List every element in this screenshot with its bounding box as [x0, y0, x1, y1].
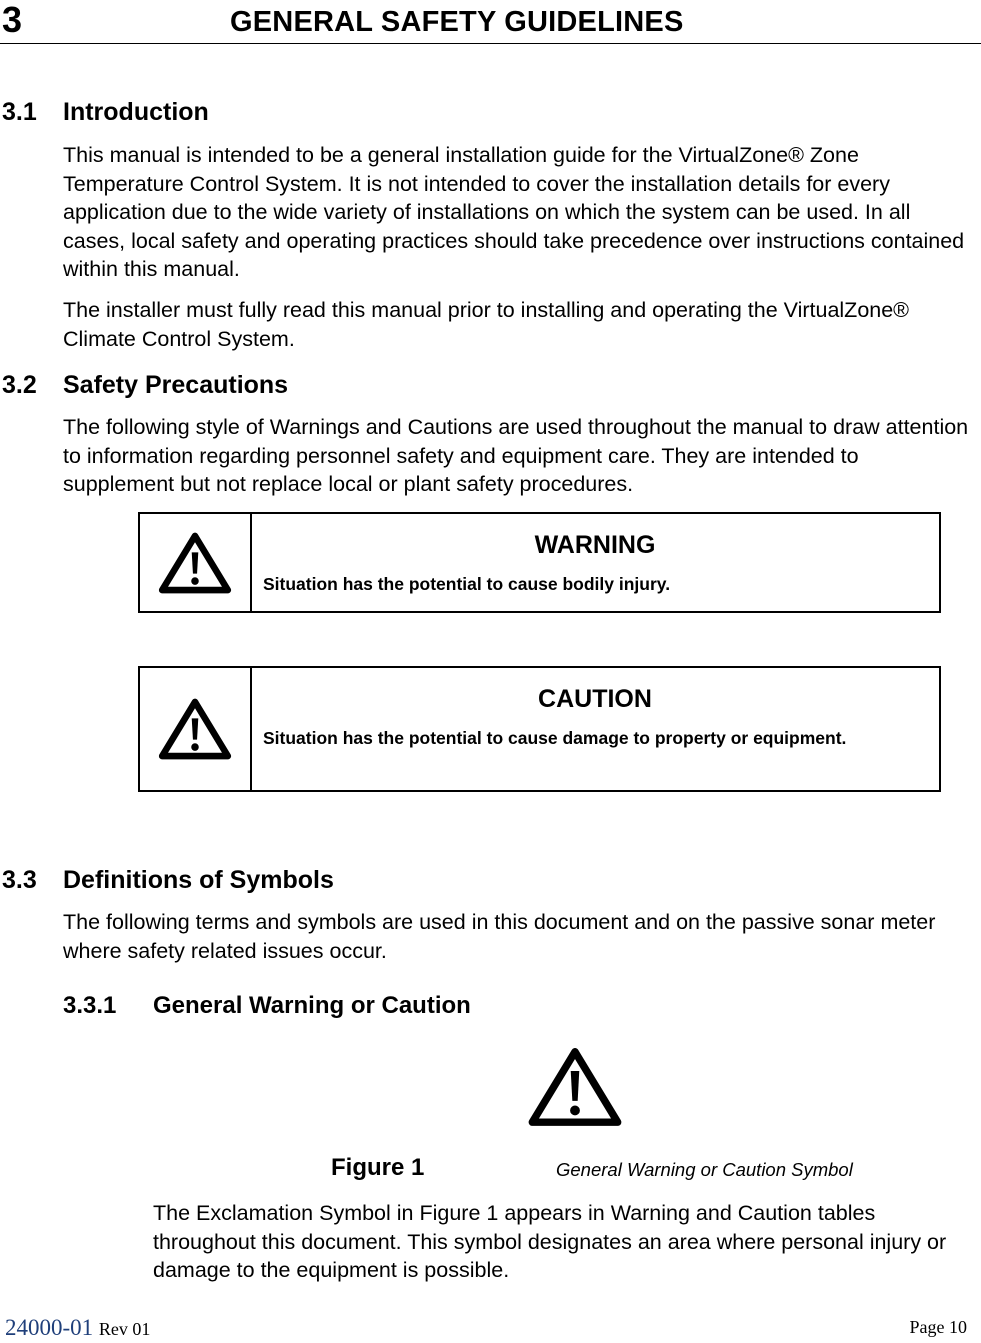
- figure-description-paragraph: The Exclamation Symbol in Figure 1 appears in Warning and Caution tables throughout this document. This symbol designates an area where personal injury or damage to the equipment is possible.: [153, 1201, 947, 1283]
- caution-text-cell: [252, 668, 939, 790]
- section-title-intro: Introduction: [63, 98, 209, 126]
- warning-text: Situation has the potential to cause bodily injury.: [263, 574, 671, 594]
- chapter-title: GENERAL SAFETY GUIDELINES: [230, 6, 684, 38]
- intro-paragraph-1: This manual is intended to be a general installation guide for the VirtualZone® Zone Temperature Control System. It is not intended to cover the installation details for every application due to the wide variety of installations on which the system can be used. In all cases, local safety and operating practices should take precedence over instructions contained within this manual.: [63, 143, 965, 282]
- precautions-paragraph: The following style of Warnings and Cautions are used throughout the manual to draw attention to information regarding personnel safety and equipment care. They are intended to supplement but not replace local or plant safety procedures.: [63, 415, 969, 497]
- symbols-body: [63, 908, 975, 965]
- symbols-paragraph: The following terms and symbols are used in this document and on the passive sonar meter where safety related issues occur.: [63, 910, 936, 963]
- figure-1-symbol: [527, 1045, 623, 1129]
- warning-box: [138, 512, 941, 613]
- footer-doc-number: 24000-01: [5, 1315, 94, 1340]
- subsection-title: General Warning or Caution: [153, 992, 471, 1019]
- section-title-precautions: Safety Precautions: [63, 371, 289, 399]
- caution-box: [138, 666, 941, 792]
- section-number-precautions: 3.2: [2, 371, 37, 399]
- warning-icon-cell: [140, 514, 252, 611]
- footer-document-id: [5, 1314, 150, 1343]
- section-number-intro: 3.1: [2, 98, 37, 126]
- chapter-number: 3: [2, 0, 23, 40]
- warning-triangle-icon: [527, 1045, 623, 1129]
- warning-triangle-icon: [158, 697, 232, 761]
- subsection-number: 3.3.1: [63, 992, 117, 1019]
- section-title-symbols: Definitions of Symbols: [63, 866, 334, 894]
- figure-label: Figure 1: [331, 1154, 425, 1181]
- chapter-divider: [0, 43, 981, 44]
- section-number-symbols: 3.3: [2, 866, 37, 894]
- intro-body: [63, 141, 975, 353]
- warning-text-cell: [252, 514, 939, 611]
- caution-text: Situation has the potential to cause damage to property or equipment.: [263, 728, 847, 748]
- intro-paragraph-2: The installer must fully read this manual prior to installing and operating the VirtualZone® Climate Control System.: [63, 297, 910, 351]
- warning-heading: WARNING: [534, 531, 656, 559]
- figure-caption: General Warning or Caution Symbol: [556, 1159, 853, 1180]
- footer-page-number: Page 10: [909, 1317, 967, 1337]
- caution-heading: CAUTION: [538, 685, 652, 713]
- figure-description: [153, 1199, 968, 1285]
- caution-icon-cell: [140, 668, 252, 790]
- warning-triangle-icon: [158, 531, 232, 595]
- precautions-body: [63, 413, 975, 499]
- footer-revision: Rev 01: [98, 1319, 151, 1339]
